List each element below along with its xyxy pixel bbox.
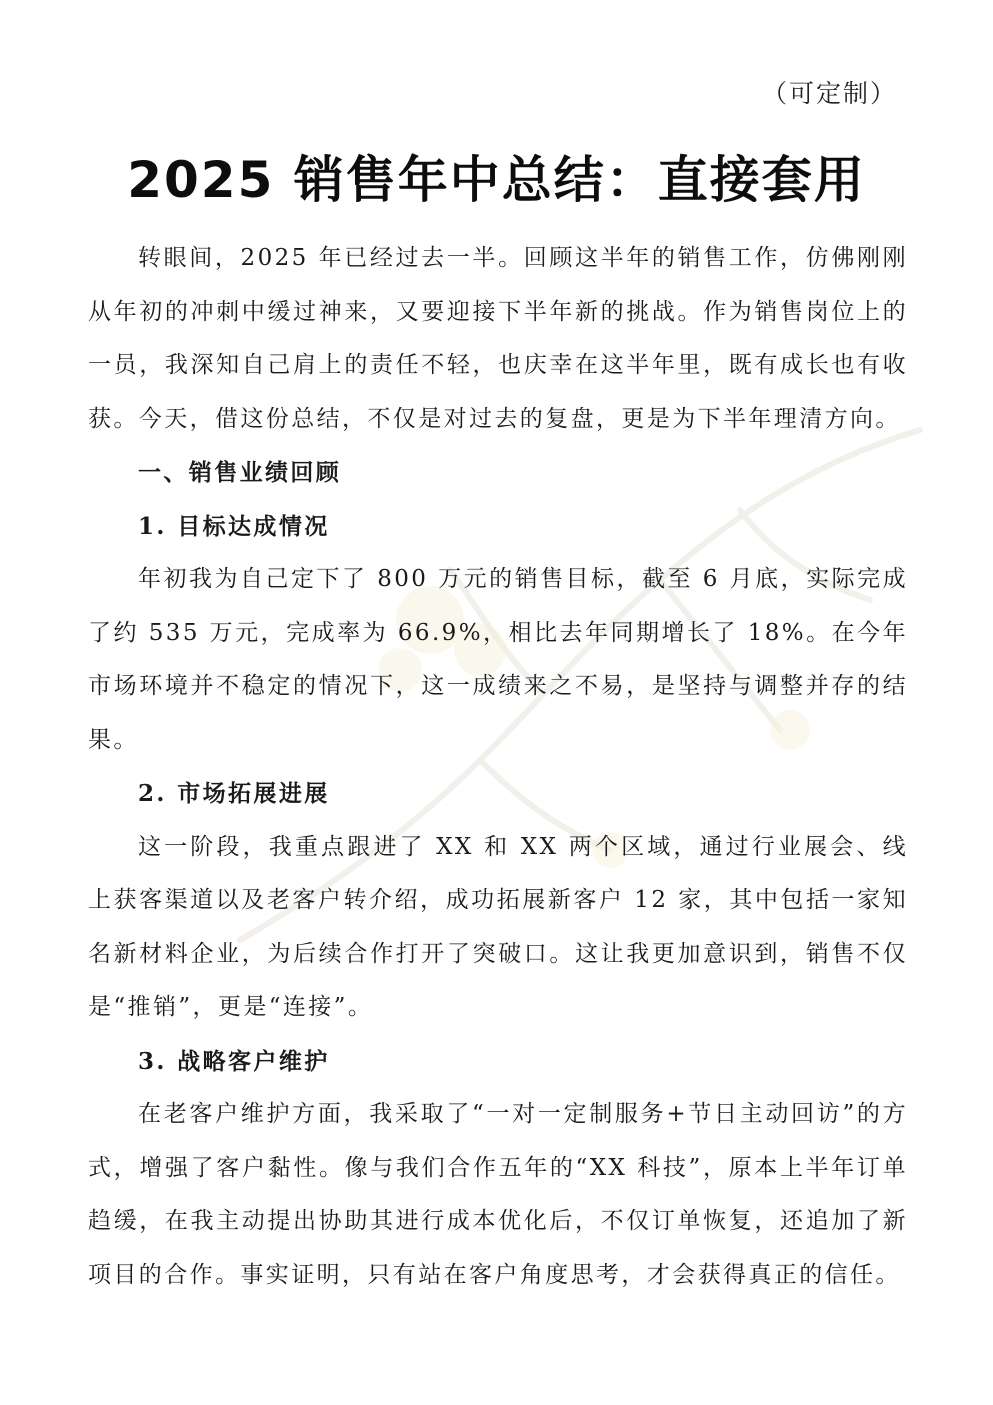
subheading-market-expansion: 2. 市场拓展进展 xyxy=(138,780,330,807)
intro-paragraph: 转眼间，2025 年已经过去一半。回顾这半年的销售工作，仿佛刚刚从年初的冲刺中缓过神来，又要迎接下半年新的挑战。作为销售岗位上的一员，我深知自己肩上的责任不轻，也庆幸在这半年里，既有成长也有收获。今天，借这份总结，不仅是对过去的复盘，更是为下半年理清方向。 xyxy=(88,245,908,432)
paragraph-target-achievement: 年初我为自己定下了 800 万元的销售目标，截至 6 月底，实际完成了约 535 万元，完成率为 66.9%，相比去年同期增长了 18%。在今年市场环境并不稳定的情况下，这一成绩来之不易，是坚持与调整并存的结果。 xyxy=(88,566,908,753)
paragraph-strategic-clients: 在老客户维护方面，我采取了“一对一定制服务+节日主动回访”的方式，增强了客户黏性。像与我们合作五年的“XX 科技”，原本上半年订单趋缓，在我主动提出协助其进行成本优化后，不仅订单恢复，还追加了新项目的合作。事实证明，只有站在客户角度思考，才会获得真正的信任。 xyxy=(88,1101,908,1288)
document-title: 2025 销售年中总结：直接套用 xyxy=(127,151,866,209)
subheading-target-achievement: 1. 目标达成情况 xyxy=(138,512,330,540)
subheading-strategic-clients: 3. 战略客户维护 xyxy=(138,1047,330,1075)
document-body xyxy=(88,232,908,1302)
paragraph-market-expansion: 这一阶段，我重点跟进了 XX 和 XX 两个区域，通过行业展会、线上获客渠道以及老客户转介绍，成功拓展新客户 12 家，其中包括一家知名新材料企业，为后续合作打开了突破口。这让我更加意识到，销售不仅是“推销”，更是“连接”。 xyxy=(88,833,908,1020)
customizable-tag: （可定制） xyxy=(761,79,897,108)
section-heading-sales-review: 一、销售业绩回顾 xyxy=(138,459,342,486)
